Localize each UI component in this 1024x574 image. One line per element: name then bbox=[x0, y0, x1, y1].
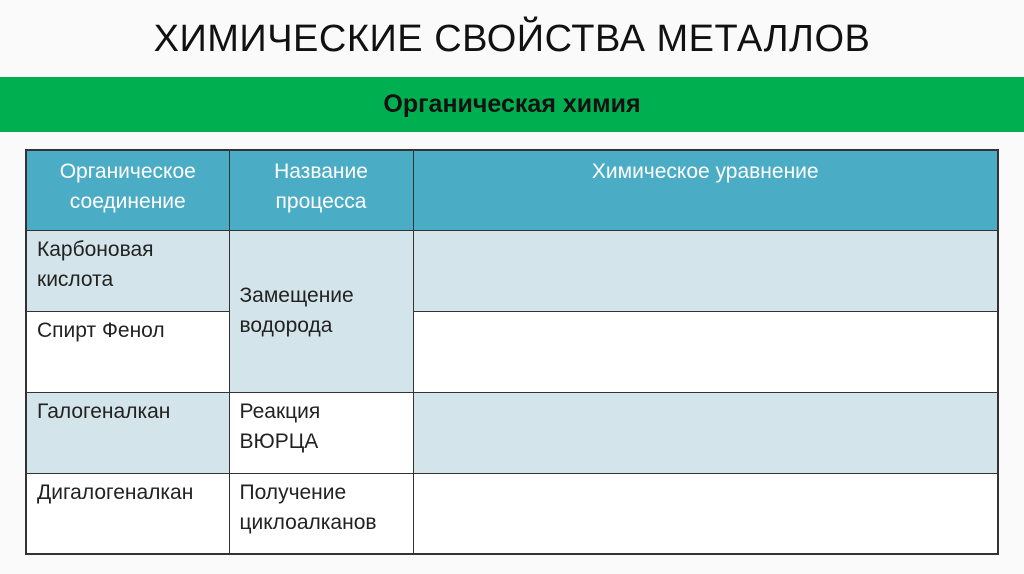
cell-compound: Спирт Фенол bbox=[26, 311, 229, 392]
cell-compound: Дигалогеналкан bbox=[26, 473, 229, 554]
cell-equation[interactable] bbox=[413, 230, 998, 311]
table-header-row bbox=[26, 150, 998, 230]
table-row bbox=[26, 230, 998, 311]
subtitle-text: Органическая химия bbox=[383, 90, 641, 118]
cell-process: Замещение водорода bbox=[229, 230, 413, 392]
cell-equation[interactable] bbox=[413, 473, 998, 554]
header-equation: Химическое уравнение bbox=[413, 150, 998, 230]
table-row bbox=[26, 473, 998, 554]
header-process: Название процесса bbox=[229, 150, 413, 230]
cell-compound: Карбоновая кислота bbox=[26, 230, 229, 311]
table-row bbox=[26, 311, 998, 392]
cell-process: Реакция ВЮРЦА bbox=[229, 392, 413, 473]
properties-table bbox=[25, 149, 999, 555]
cell-compound: Галогеналкан bbox=[26, 392, 229, 473]
slide-title: ХИМИЧЕСКИЕ СВОЙСТВА МЕТАЛЛОВ bbox=[153, 18, 871, 60]
header-compound: Органическое соединение bbox=[26, 150, 229, 230]
subtitle-band bbox=[0, 77, 1024, 132]
table-row bbox=[26, 392, 998, 473]
cell-equation[interactable] bbox=[413, 311, 998, 392]
cell-equation[interactable] bbox=[413, 392, 998, 473]
cell-process: Получение циклоалканов bbox=[229, 473, 413, 554]
